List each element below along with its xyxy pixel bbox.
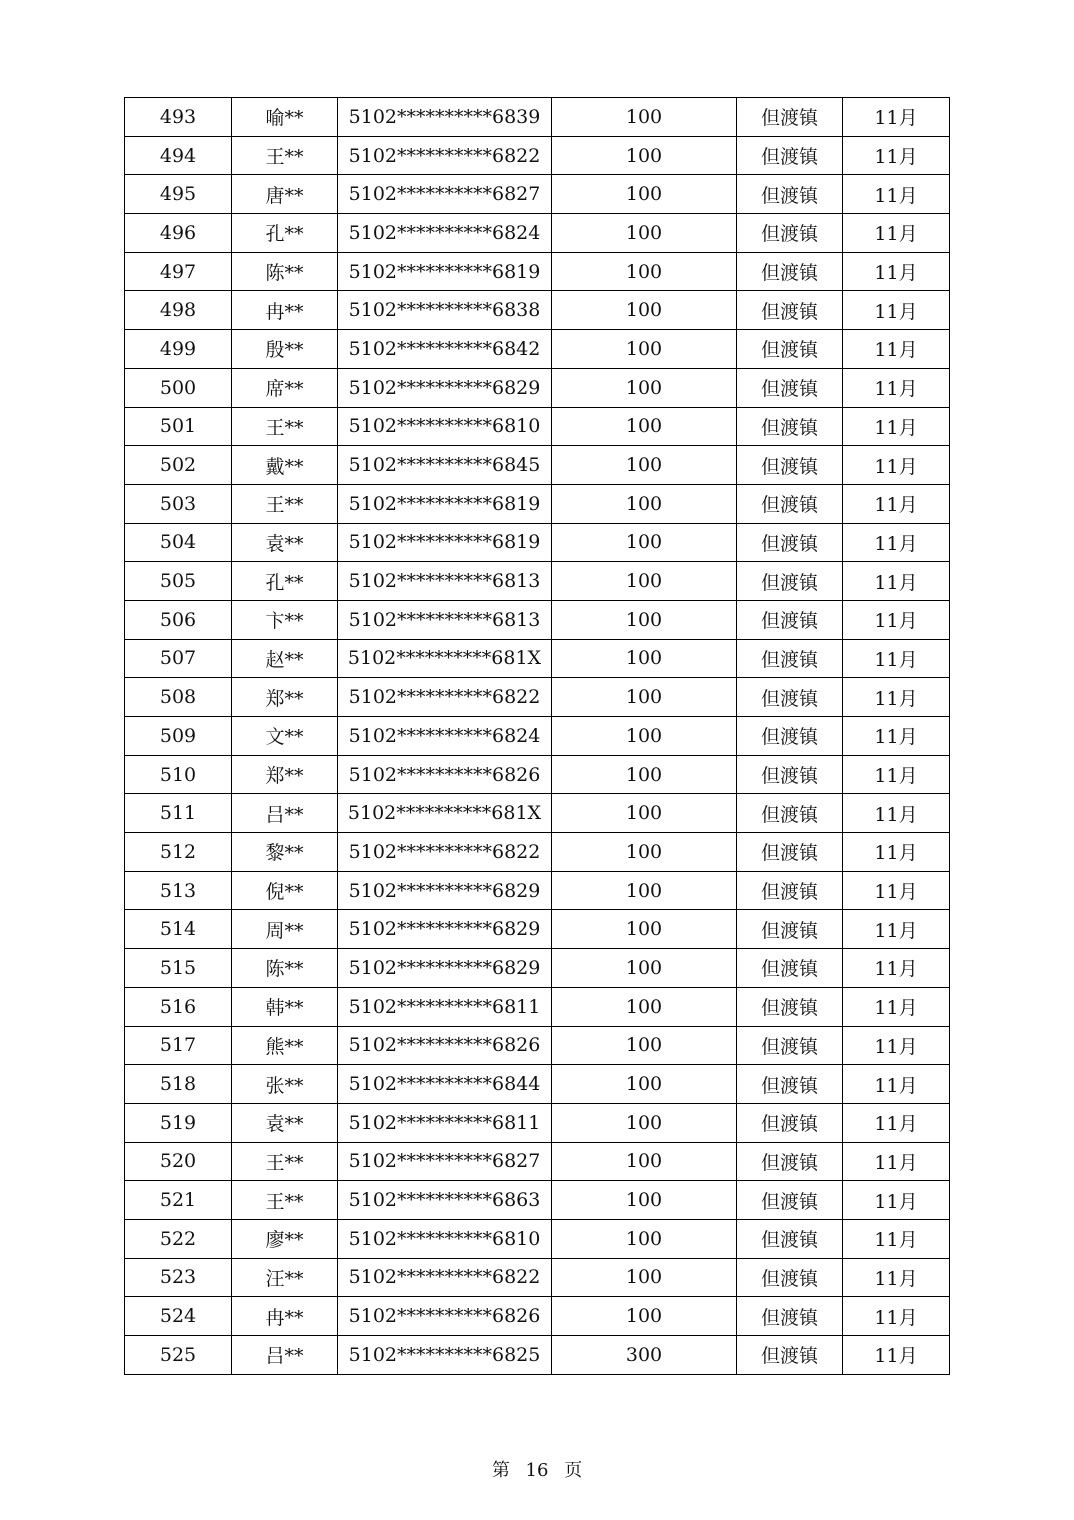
- month-cell: 11月: [843, 330, 950, 369]
- name-cell: 席**: [232, 368, 338, 407]
- amount-cell: 100: [552, 1026, 737, 1065]
- serial-cell: 519: [125, 1103, 232, 1142]
- serial-cell: 499: [125, 330, 232, 369]
- roster-table-body: [125, 98, 950, 1375]
- amount-cell: 100: [552, 910, 737, 949]
- id-number-cell: 5102**********681X: [338, 639, 552, 678]
- month-cell: 11月: [843, 175, 950, 214]
- id-number-cell: 5102**********6813: [338, 600, 552, 639]
- amount-cell: 100: [552, 949, 737, 988]
- id-number-cell: 5102**********6824: [338, 214, 552, 253]
- month-cell: 11月: [843, 987, 950, 1026]
- table-row: [125, 949, 950, 988]
- serial-cell: 506: [125, 600, 232, 639]
- town-cell: 但渡镇: [737, 330, 843, 369]
- roster-table: [124, 97, 950, 1375]
- amount-cell: 100: [552, 1297, 737, 1336]
- town-cell: 但渡镇: [737, 484, 843, 523]
- id-number-cell: 5102**********6829: [338, 910, 552, 949]
- name-cell: 王**: [232, 1142, 338, 1181]
- town-cell: 但渡镇: [737, 949, 843, 988]
- month-cell: 11月: [843, 1103, 950, 1142]
- month-cell: 11月: [843, 98, 950, 137]
- amount-cell: 100: [552, 871, 737, 910]
- amount-cell: 100: [552, 484, 737, 523]
- id-number-cell: 5102**********6813: [338, 562, 552, 601]
- name-cell: 文**: [232, 717, 338, 756]
- serial-cell: 507: [125, 639, 232, 678]
- month-cell: 11月: [843, 949, 950, 988]
- table-row: [125, 871, 950, 910]
- serial-cell: 494: [125, 136, 232, 175]
- serial-cell: 525: [125, 1336, 232, 1375]
- serial-cell: 509: [125, 717, 232, 756]
- serial-cell: 518: [125, 1065, 232, 1104]
- name-cell: 郑**: [232, 678, 338, 717]
- table-row: [125, 1181, 950, 1220]
- table-row: [125, 1297, 950, 1336]
- month-cell: 11月: [843, 1297, 950, 1336]
- serial-cell: 517: [125, 1026, 232, 1065]
- name-cell: 张**: [232, 1065, 338, 1104]
- id-number-cell: 5102**********6827: [338, 1142, 552, 1181]
- town-cell: 但渡镇: [737, 600, 843, 639]
- serial-cell: 512: [125, 833, 232, 872]
- name-cell: 熊**: [232, 1026, 338, 1065]
- amount-cell: 100: [552, 639, 737, 678]
- id-number-cell: 5102**********6863: [338, 1181, 552, 1220]
- id-number-cell: 5102**********6810: [338, 1219, 552, 1258]
- amount-cell: 100: [552, 1181, 737, 1220]
- table-row: [125, 368, 950, 407]
- name-cell: 孔**: [232, 214, 338, 253]
- amount-cell: 100: [552, 98, 737, 137]
- month-cell: 11月: [843, 1142, 950, 1181]
- id-number-cell: 5102**********6810: [338, 407, 552, 446]
- name-cell: 赵**: [232, 639, 338, 678]
- table-row: [125, 330, 950, 369]
- id-number-cell: 5102**********6825: [338, 1336, 552, 1375]
- footer-suffix: 页: [564, 1460, 583, 1481]
- id-number-cell: 5102**********681X: [338, 794, 552, 833]
- serial-cell: 500: [125, 368, 232, 407]
- serial-cell: 520: [125, 1142, 232, 1181]
- name-cell: 倪**: [232, 871, 338, 910]
- name-cell: 王**: [232, 1181, 338, 1220]
- id-number-cell: 5102**********6842: [338, 330, 552, 369]
- amount-cell: 100: [552, 1103, 737, 1142]
- table-row: [125, 717, 950, 756]
- month-cell: 11月: [843, 1219, 950, 1258]
- serial-cell: 516: [125, 987, 232, 1026]
- table-row: [125, 1103, 950, 1142]
- amount-cell: 100: [552, 214, 737, 253]
- name-cell: 袁**: [232, 523, 338, 562]
- id-number-cell: 5102**********6826: [338, 755, 552, 794]
- table-row: [125, 98, 950, 137]
- town-cell: 但渡镇: [737, 1142, 843, 1181]
- name-cell: 吕**: [232, 1336, 338, 1375]
- month-cell: 11月: [843, 214, 950, 253]
- serial-cell: 496: [125, 214, 232, 253]
- amount-cell: 100: [552, 407, 737, 446]
- month-cell: 11月: [843, 755, 950, 794]
- name-cell: 卞**: [232, 600, 338, 639]
- amount-cell: 100: [552, 252, 737, 291]
- table-row: [125, 562, 950, 601]
- serial-cell: 515: [125, 949, 232, 988]
- town-cell: 但渡镇: [737, 136, 843, 175]
- town-cell: 但渡镇: [737, 1219, 843, 1258]
- name-cell: 冉**: [232, 1297, 338, 1336]
- name-cell: 廖**: [232, 1219, 338, 1258]
- amount-cell: 300: [552, 1336, 737, 1375]
- id-number-cell: 5102**********6826: [338, 1297, 552, 1336]
- amount-cell: 100: [552, 1142, 737, 1181]
- table-row: [125, 1219, 950, 1258]
- amount-cell: 100: [552, 717, 737, 756]
- table-row: [125, 523, 950, 562]
- name-cell: 冉**: [232, 291, 338, 330]
- table-row: [125, 678, 950, 717]
- amount-cell: 100: [552, 523, 737, 562]
- table-row: [125, 1336, 950, 1375]
- town-cell: 但渡镇: [737, 1181, 843, 1220]
- town-cell: 但渡镇: [737, 407, 843, 446]
- month-cell: 11月: [843, 1181, 950, 1220]
- month-cell: 11月: [843, 136, 950, 175]
- amount-cell: 100: [552, 1219, 737, 1258]
- amount-cell: 100: [552, 833, 737, 872]
- town-cell: 但渡镇: [737, 1065, 843, 1104]
- serial-cell: 508: [125, 678, 232, 717]
- name-cell: 袁**: [232, 1103, 338, 1142]
- amount-cell: 100: [552, 794, 737, 833]
- amount-cell: 100: [552, 446, 737, 485]
- name-cell: 郑**: [232, 755, 338, 794]
- town-cell: 但渡镇: [737, 562, 843, 601]
- month-cell: 11月: [843, 523, 950, 562]
- id-number-cell: 5102**********6811: [338, 1103, 552, 1142]
- serial-cell: 521: [125, 1181, 232, 1220]
- table-row: [125, 252, 950, 291]
- id-number-cell: 5102**********6845: [338, 446, 552, 485]
- town-cell: 但渡镇: [737, 252, 843, 291]
- name-cell: 喻**: [232, 98, 338, 137]
- town-cell: 但渡镇: [737, 1297, 843, 1336]
- serial-cell: 522: [125, 1219, 232, 1258]
- month-cell: 11月: [843, 600, 950, 639]
- id-number-cell: 5102**********6829: [338, 871, 552, 910]
- serial-cell: 493: [125, 98, 232, 137]
- amount-cell: 100: [552, 368, 737, 407]
- id-number-cell: 5102**********6822: [338, 678, 552, 717]
- amount-cell: 100: [552, 755, 737, 794]
- month-cell: 11月: [843, 1065, 950, 1104]
- amount-cell: 100: [552, 330, 737, 369]
- name-cell: 黎**: [232, 833, 338, 872]
- month-cell: 11月: [843, 407, 950, 446]
- town-cell: 但渡镇: [737, 214, 843, 253]
- town-cell: 但渡镇: [737, 1026, 843, 1065]
- town-cell: 但渡镇: [737, 717, 843, 756]
- month-cell: 11月: [843, 1258, 950, 1297]
- id-number-cell: 5102**********6824: [338, 717, 552, 756]
- table-row: [125, 136, 950, 175]
- serial-cell: 497: [125, 252, 232, 291]
- amount-cell: 100: [552, 175, 737, 214]
- table-row: [125, 755, 950, 794]
- table-row: [125, 1065, 950, 1104]
- serial-cell: 503: [125, 484, 232, 523]
- page-number: 16: [525, 1460, 549, 1481]
- table-row: [125, 987, 950, 1026]
- town-cell: 但渡镇: [737, 678, 843, 717]
- id-number-cell: 5102**********6819: [338, 252, 552, 291]
- table-row: [125, 1142, 950, 1181]
- name-cell: 周**: [232, 910, 338, 949]
- serial-cell: 504: [125, 523, 232, 562]
- id-number-cell: 5102**********6826: [338, 1026, 552, 1065]
- table-row: [125, 214, 950, 253]
- town-cell: 但渡镇: [737, 755, 843, 794]
- town-cell: 但渡镇: [737, 291, 843, 330]
- town-cell: 但渡镇: [737, 1103, 843, 1142]
- name-cell: 陈**: [232, 252, 338, 291]
- amount-cell: 100: [552, 1258, 737, 1297]
- id-number-cell: 5102**********6822: [338, 833, 552, 872]
- town-cell: 但渡镇: [737, 1336, 843, 1375]
- amount-cell: 100: [552, 1065, 737, 1104]
- amount-cell: 100: [552, 987, 737, 1026]
- page-footer: [0, 1456, 1074, 1482]
- town-cell: 但渡镇: [737, 871, 843, 910]
- month-cell: 11月: [843, 871, 950, 910]
- month-cell: 11月: [843, 678, 950, 717]
- id-number-cell: 5102**********6822: [338, 1258, 552, 1297]
- name-cell: 汪**: [232, 1258, 338, 1297]
- table-row: [125, 600, 950, 639]
- serial-cell: 514: [125, 910, 232, 949]
- month-cell: 11月: [843, 833, 950, 872]
- id-number-cell: 5102**********6819: [338, 484, 552, 523]
- month-cell: 11月: [843, 252, 950, 291]
- name-cell: 王**: [232, 407, 338, 446]
- serial-cell: 498: [125, 291, 232, 330]
- month-cell: 11月: [843, 910, 950, 949]
- name-cell: 戴**: [232, 446, 338, 485]
- id-number-cell: 5102**********6838: [338, 291, 552, 330]
- month-cell: 11月: [843, 1026, 950, 1065]
- id-number-cell: 5102**********6819: [338, 523, 552, 562]
- footer-prefix: 第: [491, 1460, 510, 1481]
- id-number-cell: 5102**********6827: [338, 175, 552, 214]
- serial-cell: 510: [125, 755, 232, 794]
- serial-cell: 511: [125, 794, 232, 833]
- id-number-cell: 5102**********6829: [338, 949, 552, 988]
- table-row: [125, 910, 950, 949]
- month-cell: 11月: [843, 794, 950, 833]
- month-cell: 11月: [843, 484, 950, 523]
- serial-cell: 513: [125, 871, 232, 910]
- town-cell: 但渡镇: [737, 987, 843, 1026]
- month-cell: 11月: [843, 1336, 950, 1375]
- serial-cell: 501: [125, 407, 232, 446]
- table-row: [125, 446, 950, 485]
- table-row: [125, 1258, 950, 1297]
- amount-cell: 100: [552, 678, 737, 717]
- name-cell: 唐**: [232, 175, 338, 214]
- month-cell: 11月: [843, 562, 950, 601]
- month-cell: 11月: [843, 717, 950, 756]
- name-cell: 王**: [232, 136, 338, 175]
- amount-cell: 100: [552, 136, 737, 175]
- town-cell: 但渡镇: [737, 1258, 843, 1297]
- town-cell: 但渡镇: [737, 446, 843, 485]
- name-cell: 王**: [232, 484, 338, 523]
- amount-cell: 100: [552, 562, 737, 601]
- table-row: [125, 794, 950, 833]
- id-number-cell: 5102**********6829: [338, 368, 552, 407]
- serial-cell: 502: [125, 446, 232, 485]
- serial-cell: 523: [125, 1258, 232, 1297]
- town-cell: 但渡镇: [737, 368, 843, 407]
- id-number-cell: 5102**********6811: [338, 987, 552, 1026]
- name-cell: 孔**: [232, 562, 338, 601]
- town-cell: 但渡镇: [737, 175, 843, 214]
- month-cell: 11月: [843, 639, 950, 678]
- town-cell: 但渡镇: [737, 639, 843, 678]
- table-row: [125, 1026, 950, 1065]
- table-row: [125, 407, 950, 446]
- table-row: [125, 291, 950, 330]
- table-row: [125, 639, 950, 678]
- town-cell: 但渡镇: [737, 794, 843, 833]
- amount-cell: 100: [552, 600, 737, 639]
- month-cell: 11月: [843, 368, 950, 407]
- serial-cell: 495: [125, 175, 232, 214]
- name-cell: 韩**: [232, 987, 338, 1026]
- id-number-cell: 5102**********6844: [338, 1065, 552, 1104]
- month-cell: 11月: [843, 446, 950, 485]
- month-cell: 11月: [843, 291, 950, 330]
- table-row: [125, 833, 950, 872]
- town-cell: 但渡镇: [737, 833, 843, 872]
- serial-cell: 524: [125, 1297, 232, 1336]
- town-cell: 但渡镇: [737, 523, 843, 562]
- id-number-cell: 5102**********6822: [338, 136, 552, 175]
- table-row: [125, 484, 950, 523]
- town-cell: 但渡镇: [737, 910, 843, 949]
- amount-cell: 100: [552, 291, 737, 330]
- serial-cell: 505: [125, 562, 232, 601]
- table-row: [125, 175, 950, 214]
- name-cell: 吕**: [232, 794, 338, 833]
- name-cell: 陈**: [232, 949, 338, 988]
- name-cell: 殷**: [232, 330, 338, 369]
- town-cell: 但渡镇: [737, 98, 843, 137]
- id-number-cell: 5102**********6839: [338, 98, 552, 137]
